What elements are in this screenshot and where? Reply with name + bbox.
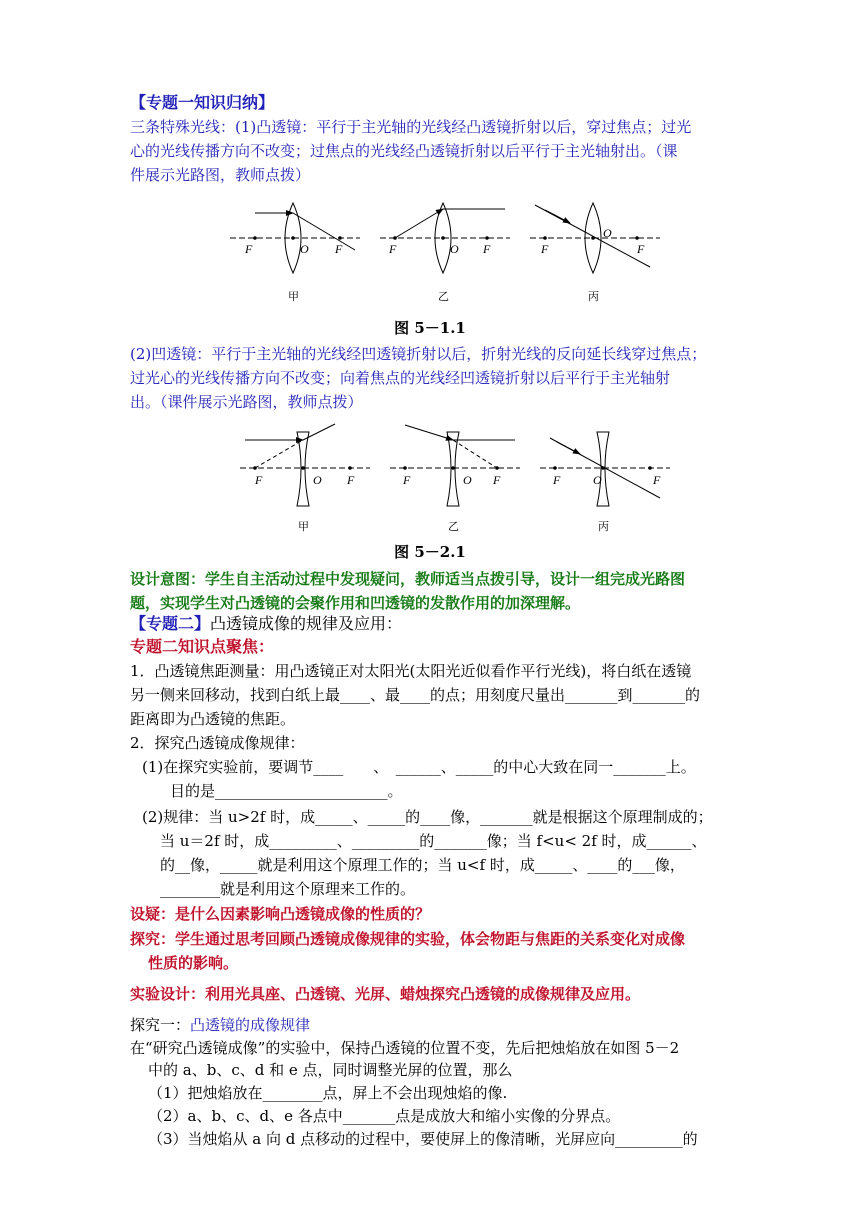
svg-text:F: F [653,473,661,487]
concave-jia-diagram [240,424,370,533]
svg-text:甲: 甲 [298,521,309,533]
svg-text:O: O [593,473,602,487]
explore1-line2: 中的 a、b、c、d 和 e 点，同时调整光屏的位置，那么 [148,1061,513,1079]
convex-lens-diagram [225,195,665,310]
explore1-title: 凸透镜的成像规律 [190,1016,311,1034]
svg-text:F: F [483,242,491,256]
convex-text-line3: 件展示光路图，教师点拨） [130,166,311,184]
figure-caption-2: 图 5－2.1 [394,543,466,561]
explore-line1: 探究：学生通过思考回顾凸透镜成像规律的实验，体会物距与焦距的关系变化对成像 [130,930,686,948]
explore1-q2: （2）a、b、c、d、e 各点中_______点是成放大和缩小实像的分界点。 [148,1107,621,1125]
svg-text:O: O [450,242,459,256]
item2-1-line2: 目的是_______________________。 [170,782,403,800]
item2-2-line3: 的__像，_____就是利用这个原理工作的；当 u<f 时，成_____、____的___像， [160,856,685,874]
section1-heading: 【专题一知识归纳】 [130,93,275,112]
explore1-line1: 在“研究凸透镜成像”的实验中，保持凸透镜的位置不变，先后把烛焰放在如图 5－2 [130,1039,680,1057]
svg-text:乙: 乙 [448,521,459,533]
svg-text:F: F [255,473,263,487]
section2-heading-title: 凸透镜成像的规律及应用： [210,614,403,633]
convex-text-line2: 心的光线传播方向不改变；过焦点的光线经凸透镜折射以后平行于主光轴射出。（课 [130,142,678,160]
svg-text:丙: 丙 [598,521,609,533]
convex-jia-diagram [230,203,360,303]
item2-1-line1: (1)在探究实验前，要调节____ 、 ______、_____的中心大致在同一_______上。 [142,758,696,776]
svg-text:O: O [300,242,309,256]
explore1-label: 探究一： [130,1016,191,1034]
label-yi: 乙 [438,291,449,303]
label-jia: 甲 [288,291,299,303]
convex-yi-diagram [380,203,510,303]
item2-2-line1: (2)规律：当 u>2f 时，成_____、_____的____像，_______就是根据这个原理制成的； [142,808,713,826]
svg-text:F: F [389,242,397,256]
concave-text-line3: 出。（课件展示光路图，教师点拨） [130,393,363,411]
concave-yi-diagram [390,425,520,533]
svg-text:F: F [553,473,561,487]
explore1-q3: （3）当烛焰从 a 向 d 点移动的过程中，要使屏上的像清晰，光屏应向_________的 [148,1130,698,1148]
item1-line2: 另一侧来回移动，找到白纸上最____、最____的点；用刻度尺量出_______到_______的 [130,686,701,704]
convex-text-line1: 三条特殊光线：(1)凸透镜：平行于主光轴的光线经凸透镜折射以后，穿过焦点；过光 [130,118,692,136]
svg-text:F: F [347,473,355,487]
explore1-heading [130,1014,310,1036]
label-F: F [245,242,253,256]
svg-text:F: F [637,242,645,256]
section2-subheading: 专题二知识点聚焦： [130,637,275,656]
svg-text:O: O [463,473,472,487]
item2-2-line2: 当 u＝2f 时，成_________、_________的_______像；当 f<u< 2f 时，成______、 [160,832,707,850]
concave-lens-diagram [235,420,675,535]
experiment-design: 实验设计：利用光具座、凸透镜、光屏、蜡烛探究凸透镜的成像规律及应用。 [130,985,641,1003]
item2-title: 2．探究凸透镜成像规律： [130,734,305,752]
item1-line1: 1．凸透镜焦距测量：用凸透镜正对太阳光(太阳光近似看作平行光线)，将白纸在透镜 [130,662,692,680]
item1-line3: 距离即为凸透镜的焦距。 [130,710,296,728]
explore1-q1: （1）把烛焰放在________点，屏上不会出现烛焰的像. [148,1084,508,1102]
figure-caption-1: 图 5－1.1 [394,319,466,337]
svg-text:F: F [541,242,549,256]
section2-heading-bracket: 【专题二】 [130,614,211,633]
doubt-text: 设疑：是什么因素影响凸透镜成像的性质的？ [130,905,431,923]
concave-text-line2: 过光心的光线传播方向不改变；向着焦点的光线经凹透镜折射以后平行于主光轴射 [130,369,671,387]
section2-heading [130,613,402,635]
design-intent-line2: 题，实现学生对凸透镜的会聚作用和凹透镜的发散作用的加深理解。 [130,594,581,612]
concave-bing-diagram [540,432,670,533]
svg-text:F: F [493,473,501,487]
svg-text:F: F [335,242,343,256]
svg-text:O: O [603,226,612,240]
convex-bing-diagram [530,203,660,303]
concave-text-line1: (2)凹透镜：平行于主光轴的光线经凹透镜折射以后，折射光线的反向延长线穿过焦点； [130,345,707,363]
explore-line2: 性质的影响。 [148,954,239,972]
design-intent-line1: 设计意图：学生自主活动过程中发现疑问，教师适当点拨引导，设计一组完成光路图 [130,570,686,588]
label-bing: 丙 [588,291,599,303]
item2-2-line4: ________就是利用这个原理来工作的。 [160,880,416,898]
svg-text:O: O [313,473,322,487]
svg-text:F: F [403,473,411,487]
